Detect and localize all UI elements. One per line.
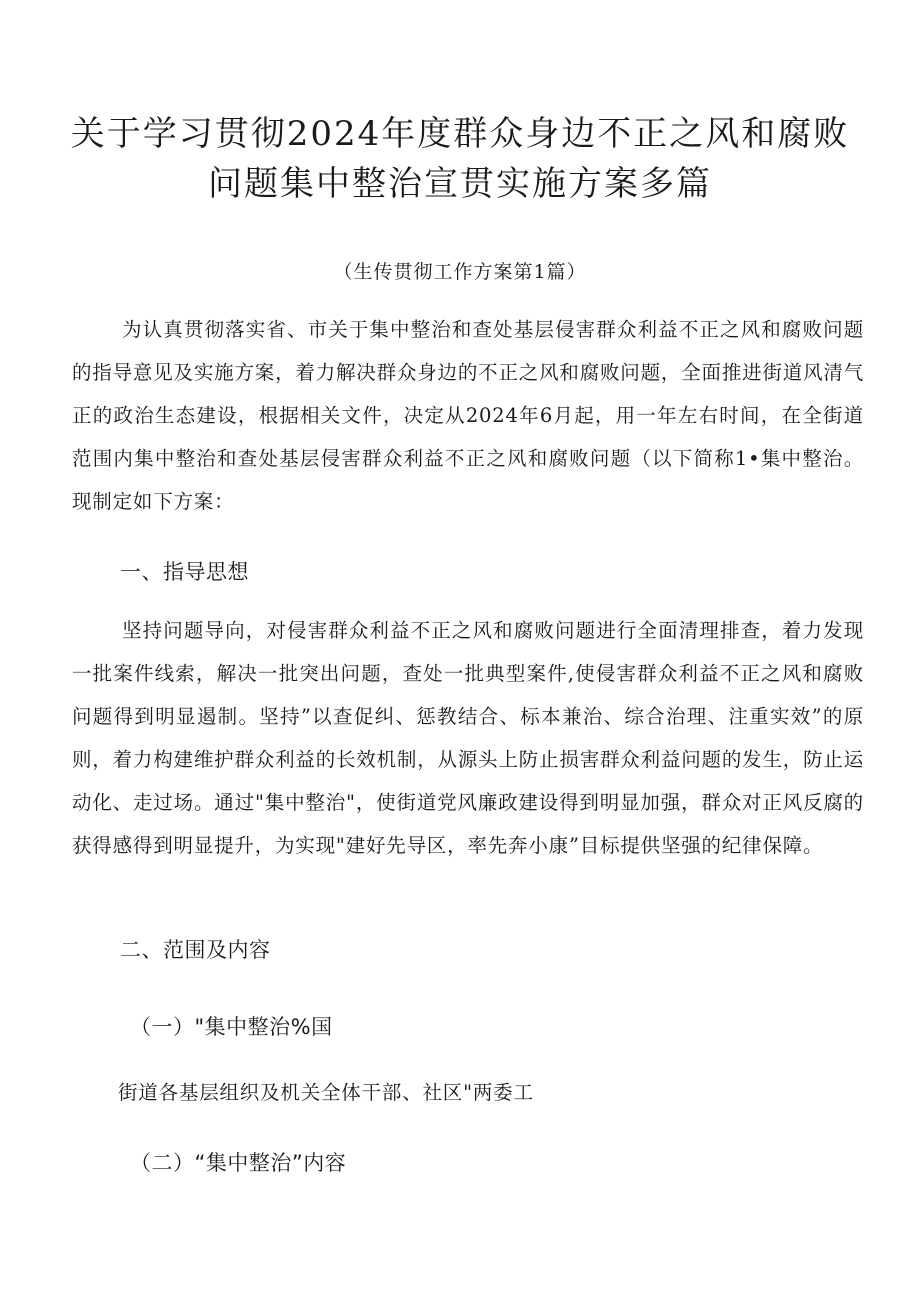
subsection-1-heading: （一）"集中整治%国 <box>130 1015 333 1039</box>
section-2-heading: 二、范围及内容 <box>120 938 271 962</box>
document-title: 关于学习贯彻2024年度群众身边不正之风和腐败问题集中整治宣贯实施方案多篇 <box>70 113 850 204</box>
section-1-heading: 一、指导思想 <box>120 560 249 584</box>
intro-paragraph: 为认真贯彻落实省、市关于集中整治和查处基层侵害群众利益不正之风和腐败问题的指导意见及实施方案，着力解决群众身边的不正之风和腐败问题，全面推进街道风清气正的政治生态建设，根据相关文件，决定从2024年6月起，用一年左右时间，在全街道范围内集中整治和查处基层侵害群众利益不正之风和腐败问题（以下简称1•集中整治。现制定如下方案： <box>72 318 864 513</box>
subsection-1-paragraph: 街道各基层组织及机关全体干部、社区"两委工 <box>118 1081 534 1104</box>
document-subtitle: （生传贯彻工作方案第1篇） <box>333 261 587 283</box>
section-1-paragraph: 坚持问题导向，对侵害群众利益不正之风和腐败问题进行全面清理排查，着力发现一批案件线索，解决一批突出问题，查处一批典型案件,使侵害群众利益不正之风和腐败问题得到明显遏制。坚持”以查促纠、惩教结合、标本兼治、综合治理、注重实效”的原则，着力构建维护群众利益的长效机制，从源头上防止损害群众利益问题的发生，防止运动化、走过场。通过"集中整治"，使街道党风廉政建设得到明显加强，群众对正风反腐的获得感得到明显提升，为实现"建好先导区，率先奔小康”目标提供坚强的纪律保障。 <box>72 619 864 857</box>
subsection-2-heading: （二）“集中整治”内容 <box>130 1151 347 1175</box>
